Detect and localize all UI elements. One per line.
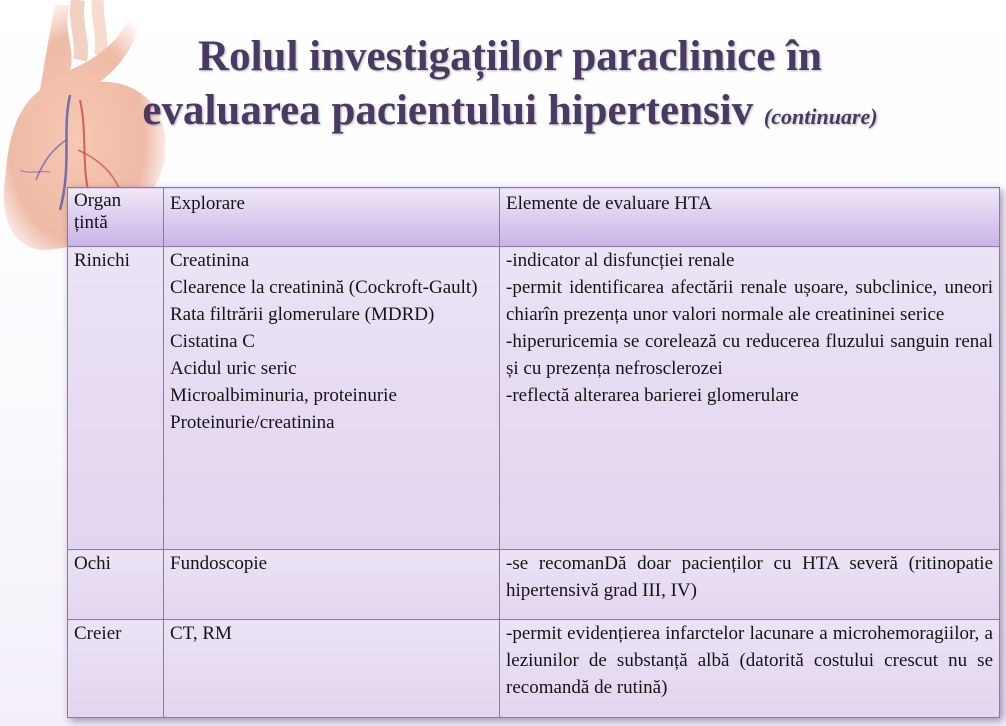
elemente-item: -permit evidențierea infarctelor lacunare a microhemoragiilor, a leziunilor de substanță albă (datorită costului crescut nu se recomandă de rutină) bbox=[506, 623, 993, 698]
title-line-2-text: evaluarea pacientului hipertensiv bbox=[142, 87, 754, 134]
table-row-rinichi bbox=[68, 247, 1000, 550]
header-organ-line1: Organ bbox=[74, 190, 122, 211]
elemente-cell bbox=[500, 247, 1000, 550]
explorare-item: Microalbiminuria, proteinurie bbox=[170, 385, 397, 406]
explorare-item: Cistatina C bbox=[170, 331, 255, 352]
evaluation-table bbox=[67, 187, 1000, 718]
elemente-item: -hiperuricemia se corelează cu reducerea fluzului sanguin renal și cu prezența nefrosclerozei bbox=[506, 331, 993, 379]
title-continuation: (continuare) bbox=[763, 104, 878, 129]
header-organ bbox=[68, 188, 164, 247]
explorare-item: Creatinina bbox=[170, 250, 250, 271]
organ-cell: Ochi bbox=[68, 550, 164, 620]
title-line-2 bbox=[70, 84, 950, 144]
explorare-cell bbox=[164, 247, 500, 550]
organ-cell: Creier bbox=[68, 620, 164, 718]
table-header-row bbox=[68, 188, 1000, 247]
table-row-ochi bbox=[68, 550, 1000, 620]
explorare-item: Rata filtrării glomerulare (MDRD) bbox=[170, 304, 435, 325]
explorare-cell bbox=[164, 620, 500, 718]
organ-cell: Rinichi bbox=[68, 247, 164, 550]
elemente-item: -permit identificarea afectării renale ușoare, subclinice, uneori chiarîn prezența unor valori normale ale creatininei serice bbox=[506, 277, 993, 325]
explorare-item: Proteinurie/creatinina bbox=[170, 412, 335, 433]
header-elemente: Elemente de evaluare HTA bbox=[500, 188, 1000, 247]
elemente-item: -reflectă alterarea barierei glomerulare bbox=[506, 385, 799, 406]
table-row-creier bbox=[68, 620, 1000, 718]
explorare-item: Acidul uric seric bbox=[170, 358, 297, 379]
elemente-item: -indicator al disfuncției renale bbox=[506, 250, 735, 271]
evaluation-table-container bbox=[67, 187, 1000, 718]
page-title bbox=[70, 30, 950, 144]
elemente-item: -se recomanDă doar pacienților cu HTA severă (ritinopatie hipertensivă grad III, IV) bbox=[506, 553, 993, 601]
explorare-cell bbox=[164, 550, 500, 620]
header-organ-line2: țintă bbox=[74, 212, 108, 233]
elemente-cell bbox=[500, 620, 1000, 718]
title-line-1: Rolul investigațiilor paraclinice în bbox=[198, 33, 822, 80]
header-explorare: Explorare bbox=[164, 188, 500, 247]
elemente-cell bbox=[500, 550, 1000, 620]
explorare-item: Clearence la creatinină (Cockroft-Gault) bbox=[170, 277, 478, 298]
explorare-item: CT, RM bbox=[170, 623, 232, 644]
explorare-item: Fundoscopie bbox=[170, 553, 268, 574]
